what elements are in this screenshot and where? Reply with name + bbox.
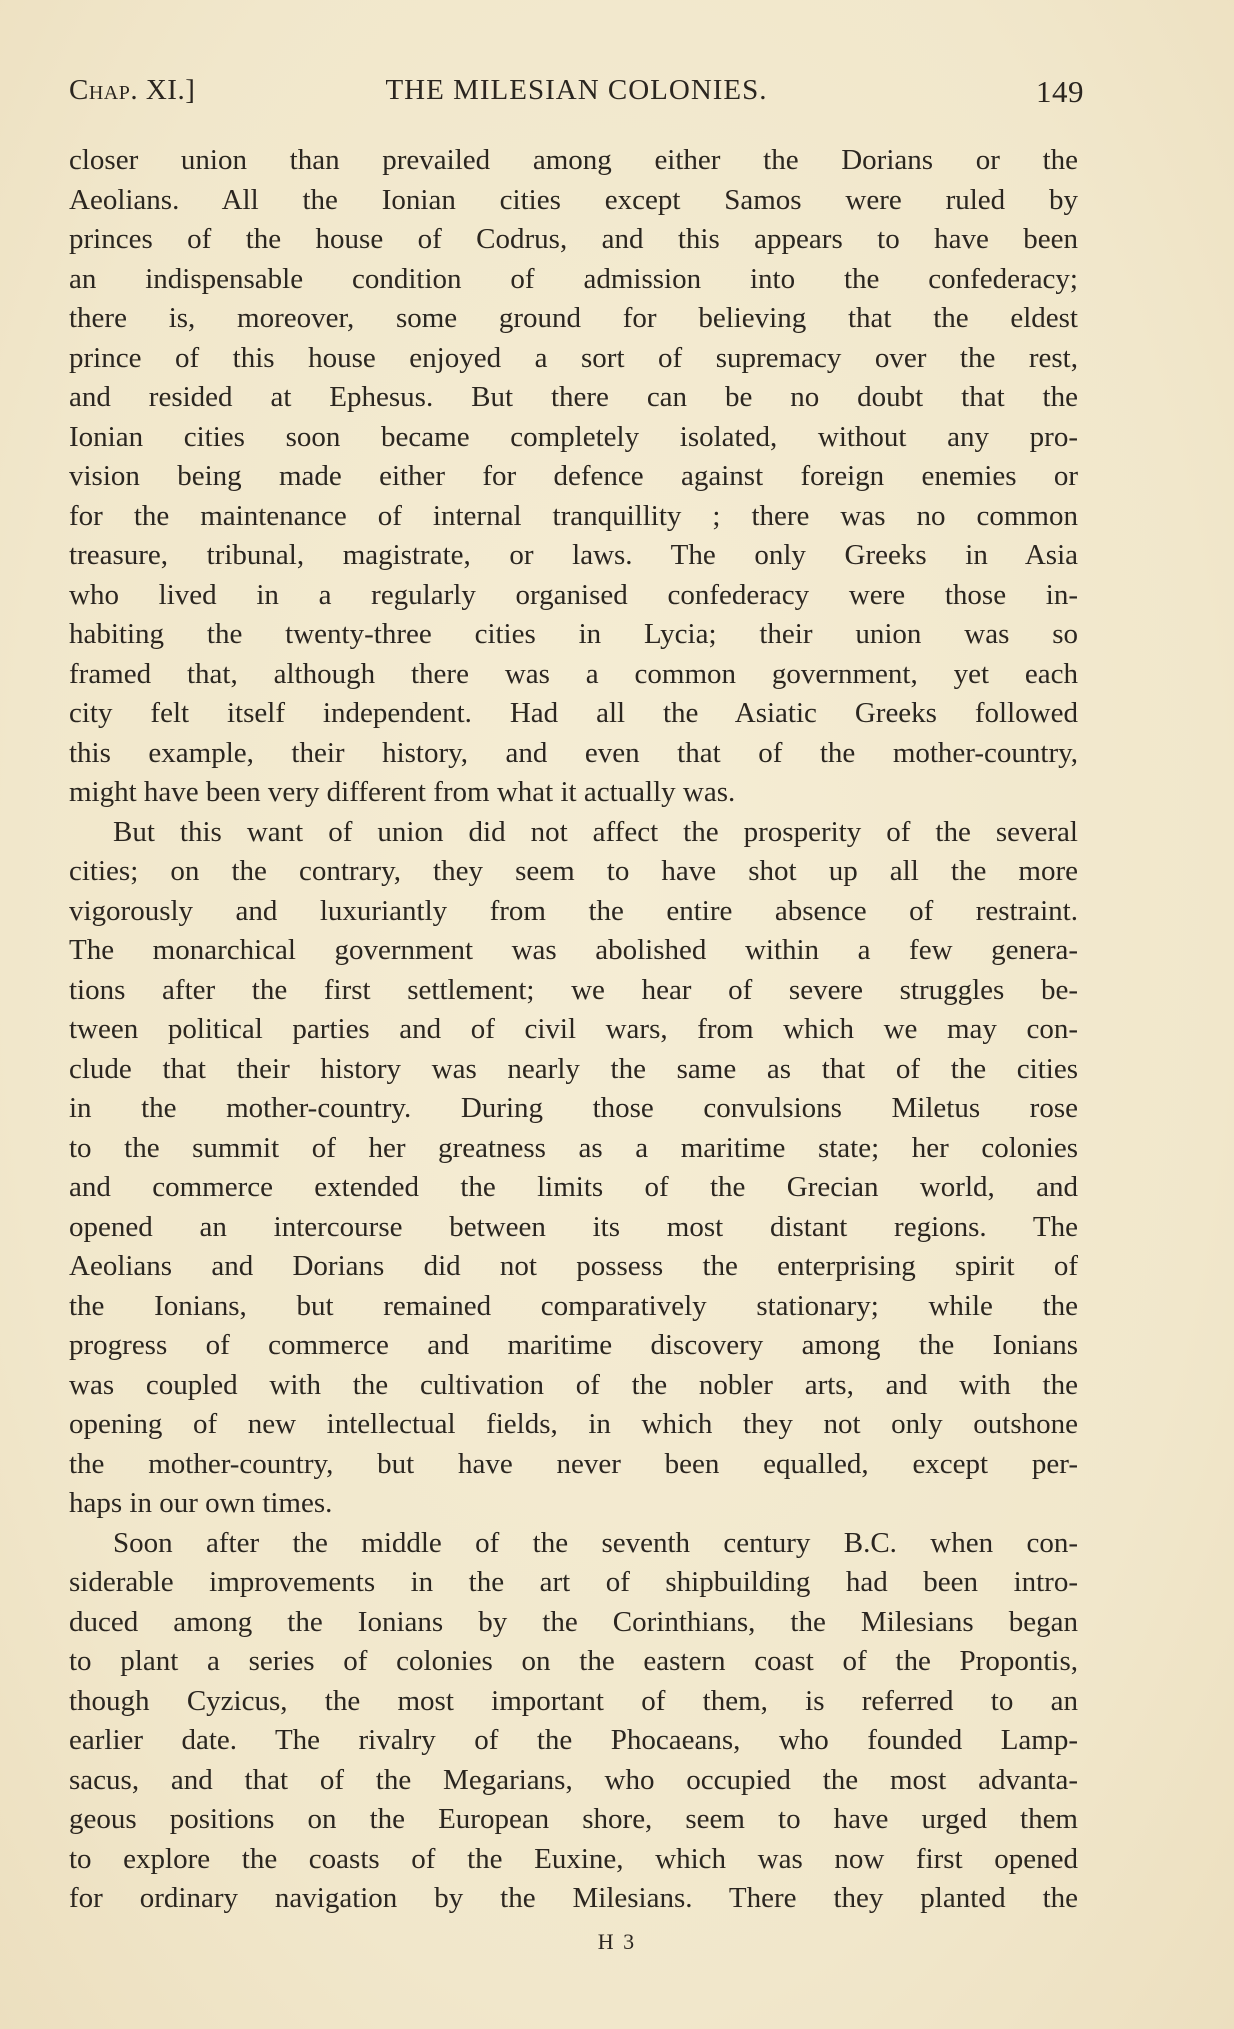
text-line: was coupled with the cultivation of the nobler arts, and with the <box>69 1368 1078 1401</box>
text-line: sacus, and that of the Megarians, who occupied the most advanta- <box>69 1763 1078 1796</box>
text-line: siderable improvements in the art of shipbuilding had been intro- <box>69 1566 1078 1598</box>
text-line: princes of the house of Codrus, and this appears to have been <box>69 223 1078 255</box>
text-line: treasure, tribunal, magistrate, or laws. The only Greeks in Asia <box>69 539 1078 571</box>
text-line: geous positions on the European shore, seem to have urged them <box>69 1803 1078 1835</box>
text-line: might have been very different from what it actually was. <box>69 776 736 808</box>
text-line: Aeolians. All the Ionian cities except Samos were ruled by <box>69 183 1078 216</box>
running-header <box>69 74 1084 118</box>
text-line: an indispensable condition of admission into the confederacy; <box>69 262 1078 295</box>
text-line: Aeolians and Dorians did not possess the enterprising spirit of <box>69 1250 1078 1282</box>
text-line: to the summit of her greatness as a maritime state; her colonies <box>69 1131 1078 1164</box>
text-line: opened an intercourse between its most distant regions. The <box>69 1210 1078 1243</box>
text-line: habiting the twenty-three cities in Lycia; their union was so <box>69 618 1078 650</box>
text-line: prince of this house enjoyed a sort of supremacy over the rest, <box>69 341 1078 374</box>
text-line: But this want of union did not affect the prosperity of the several <box>113 815 1078 848</box>
text-line: for ordinary navigation by the Milesians. There they planted the <box>69 1882 1078 1914</box>
text-line: the mother-country, but have never been equalled, except per- <box>69 1447 1078 1480</box>
text-line: haps in our own times. <box>69 1487 333 1519</box>
text-line: for the maintenance of internal tranquillity ; there was no common <box>69 499 1078 532</box>
text-line: in the mother-country. During those convulsions Miletus rose <box>69 1092 1078 1124</box>
signature-mark: H 3 <box>597 1929 637 1954</box>
text-line: there is, moreover, some ground for believing that the eldest <box>69 302 1078 334</box>
page-number: 149 <box>1036 74 1084 109</box>
text-line: the Ionians, but remained comparatively stationary; while the <box>69 1289 1078 1322</box>
text-line: cities; on the contrary, they seem to have shot up all the more <box>69 855 1078 887</box>
text-line: to explore the coasts of the Euxine, which was now first opened <box>69 1842 1078 1875</box>
page-title: THE MILESIAN COLONIES. <box>385 74 768 106</box>
text-line: vision being made either for defence against foreign enemies or <box>69 460 1078 492</box>
text-line: city felt itself independent. Had all the Asiatic Greeks followed <box>69 697 1078 729</box>
chapter-label: Chap. XI.] <box>69 74 196 106</box>
text-line: who lived in a regularly organised confederacy were those in- <box>69 578 1078 611</box>
text-line: duced among the Ionians by the Corinthians, the Milesians began <box>69 1605 1078 1638</box>
body-text <box>69 141 1078 1919</box>
text-line: vigorously and luxuriantly from the entire absence of restraint. <box>69 894 1078 927</box>
text-line: The monarchical government was abolished within a few genera- <box>69 934 1078 966</box>
text-line: Soon after the middle of the seventh century B.C. when con- <box>113 1526 1078 1559</box>
text-line: closer union than prevailed among either the Dorians or the <box>69 144 1078 176</box>
text-line: framed that, although there was a common government, yet each <box>69 657 1078 690</box>
text-line: earlier date. The rivalry of the Phocaeans, who founded Lamp- <box>69 1724 1078 1756</box>
text-line: to plant a series of colonies on the eastern coast of the Propontis, <box>69 1645 1078 1677</box>
text-line: and commerce extended the limits of the Grecian world, and <box>69 1171 1078 1203</box>
text-line: and resided at Ephesus. But there can be no doubt that the <box>69 381 1078 413</box>
text-line: opening of new intellectual fields, in which they not only outshone <box>69 1408 1078 1440</box>
text-line: though Cyzicus, the most important of them, is referred to an <box>69 1684 1078 1717</box>
text-line: clude that their history was nearly the same as that of the cities <box>69 1052 1078 1085</box>
text-line: this example, their history, and even that of the mother-country, <box>69 736 1078 769</box>
text-line: Ionian cities soon became completely isolated, without any pro- <box>69 420 1078 453</box>
text-line: tions after the first settlement; we hear of severe struggles be- <box>69 973 1078 1006</box>
text-line: tween political parties and of civil wars, from which we may con- <box>69 1013 1078 1045</box>
text-line: progress of commerce and maritime discovery among the Ionians <box>69 1329 1078 1361</box>
